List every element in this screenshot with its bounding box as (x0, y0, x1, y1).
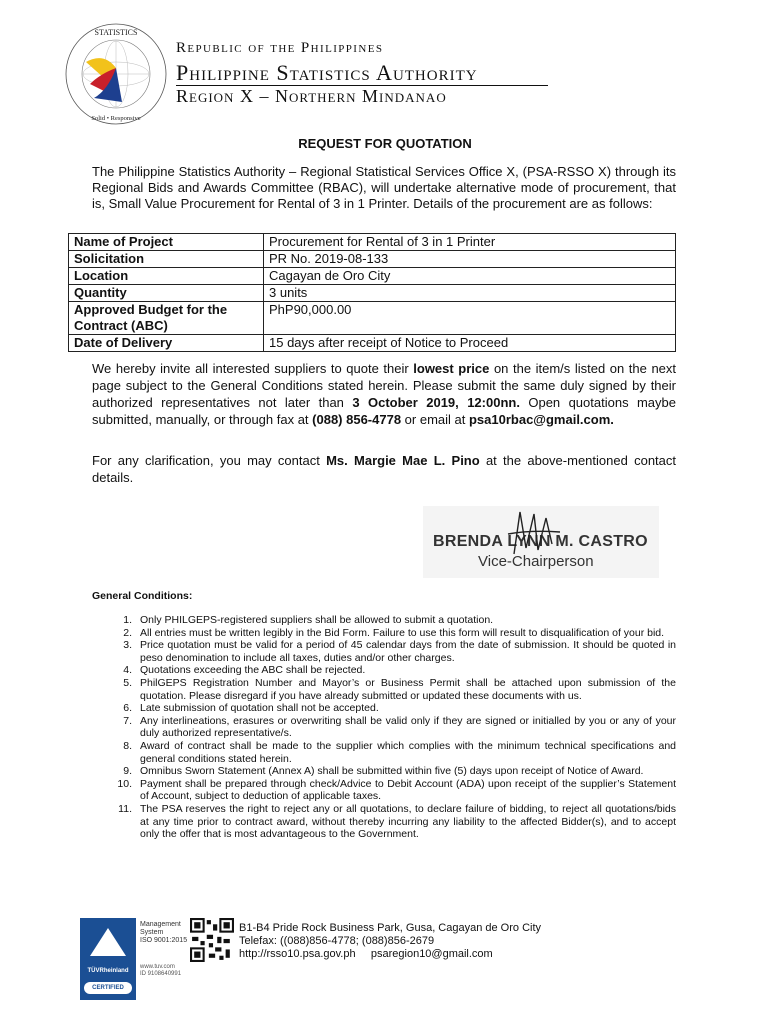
svg-text:STATISTICS: STATISTICS (94, 28, 138, 37)
footer-email-link[interactable]: psaregion10@gmail.com (370, 948, 493, 960)
tuv-certified-badge: CERTIFIED (84, 982, 132, 994)
item-number: 9. (123, 765, 132, 778)
cert-line: Management (140, 921, 181, 928)
item-number: 2. (123, 626, 132, 639)
item-text: Late submission of quotation shall not be accepted. (140, 702, 379, 715)
detail-value: PhP90,000.00 (264, 302, 676, 335)
intro-paragraph: The Philippine Statistics Authority – Regional Statistical Services Office X, (PSA-RSSO X) through its Regional Bids and Awards Committee (RBAC), will undertake alternative mode of procurement, that is, Small Value Procurement for Rental of 3 in 1 Printer. Details of the procurement are as follows: (92, 164, 676, 211)
item-text: PhilGEPS Registration Number and Mayor’s or Business Permit shall be attached upon submission of the quotation. Please disregard if you have already submitted or updated these documents with us. (140, 676, 676, 702)
detail-value: 15 days after receipt of Notice to Proceed (264, 335, 676, 352)
psa-seal-logo (64, 22, 168, 126)
item-text: Payment shall be prepared through check/Advice to Debit Account (ADA) upon receipt of the supplier’s Statement of Account, subject to deduction of applicable taxes. (140, 777, 676, 803)
invite-text: Open quotations maybe submitted, manually, or through fax at (92, 395, 676, 427)
invite-deadline: 3 October 2019, 12:00nn. (352, 395, 520, 410)
table-row (69, 268, 676, 285)
invitation-paragraph (92, 360, 676, 428)
list-item (92, 627, 676, 640)
invite-text: We hereby invite all interested suppliers to quote their (92, 361, 414, 376)
detail-value: Cagayan de Oro City (264, 268, 676, 285)
tuv-triangle-icon (90, 928, 126, 956)
detail-value: PR No. 2019-08-133 (264, 251, 676, 268)
item-text: All entries must be written legibly in the Bid Form. Failure to use this form will result to disqualification of your bid. (140, 626, 665, 639)
list-item (92, 715, 676, 740)
iso-certification-text (140, 921, 187, 945)
item-text: Quotations exceeding the ABC shall be rejected. (140, 664, 366, 677)
detail-value: 3 units (264, 285, 676, 302)
invite-emphasis-price: lowest price (413, 361, 490, 376)
list-item (92, 677, 676, 702)
item-text: Any interlineations, erasures or overwriting shall be valid only if they are signed or initialled by you or any of your duly authorized representative/s. (140, 714, 676, 740)
document-title: REQUEST FOR QUOTATION (298, 136, 472, 151)
list-item (92, 614, 676, 627)
item-text: Award of contract shall be made to the supplier which complies with the minimum technical specifications and general conditions stated herein. (140, 739, 676, 765)
clarify-text: For any clarification, you may contact (92, 453, 327, 468)
table-row (69, 234, 676, 251)
item-number: 10. (117, 777, 132, 790)
item-number: 3. (123, 639, 132, 652)
list-item (92, 778, 676, 803)
tuv-certification-logo (80, 918, 136, 1000)
detail-label: Name of Project (69, 234, 264, 251)
signatory-position: Vice-Chairperson (478, 553, 594, 570)
footer-address: B1-B4 Pride Rock Business Park, Gusa, Cagayan de Oro City (239, 922, 542, 934)
detail-label: Date of Delivery (69, 335, 264, 352)
footer-website-link[interactable]: http://rsso10.psa.gov.ph (239, 948, 356, 960)
table-row (69, 251, 676, 268)
list-item (92, 740, 676, 765)
letterhead-agency: Philippine Statistics Authority (176, 60, 478, 85)
contact-person: Ms. Margie Mae L. Pino (326, 453, 480, 468)
tuv-id-text (140, 964, 181, 978)
item-number: 4. (123, 664, 132, 677)
letterhead-region: Region X – Northern Mindanao (176, 86, 447, 106)
list-item (92, 702, 676, 715)
footer-telefax: Telefax: ((088)856-4778; (088)856-2679 (239, 935, 435, 947)
list-item (92, 639, 676, 664)
invite-fax-number: (088) 856-4778 (312, 412, 402, 427)
handwritten-signature (500, 504, 570, 564)
detail-label: Quantity (69, 285, 264, 302)
list-item (92, 803, 676, 841)
detail-label: Solicitation (69, 251, 264, 268)
cert-small-line: ID 9108640991 (140, 971, 182, 977)
item-number: 8. (123, 739, 132, 752)
detail-value: Procurement for Rental of 3 in 1 Printer (264, 234, 676, 251)
item-number: 7. (123, 714, 132, 727)
cert-line: ISO 9001:2015 (140, 937, 188, 944)
item-text: Only PHILGEPS-registered suppliers shall be allowed to submit a quotation. (140, 614, 494, 626)
list-item (92, 765, 676, 778)
invite-text: on the item/s listed on the next page subject to the General Conditions stated herein. Please submit the same duly signed by their authorized representatives not later than (92, 361, 677, 410)
general-conditions-list (92, 614, 676, 841)
cert-small-line: www.tuv.com (140, 964, 175, 970)
tuv-name: TÜVRheinland (87, 968, 129, 974)
invite-text: or email at (401, 412, 469, 427)
detail-label: Location (69, 268, 264, 285)
item-number: 5. (123, 676, 132, 689)
item-number: 11. (118, 802, 132, 815)
list-item (92, 664, 676, 677)
detail-label: Approved Budget for the Contract (ABC) (69, 302, 264, 335)
clarify-text: at the above-mentioned contact details. (92, 453, 677, 485)
qr-code-icon (190, 918, 234, 962)
clarification-paragraph (92, 452, 676, 486)
cert-line: System (140, 929, 164, 936)
signatory-name: BRENDA LYNN M. CASTRO (433, 533, 648, 550)
svg-text:Solid • Responsive: Solid • Responsive (91, 115, 141, 122)
letterhead-republic: Republic of the Philippines (176, 40, 384, 56)
table-row (69, 335, 676, 352)
item-number: 6. (123, 702, 132, 715)
item-number: 1. (123, 614, 132, 626)
item-text: The PSA reserves the right to reject any or all quotations, to declare failure of bidding, to reject all quotations/bids at any time prior to contract award, without thereby incurring any liability to the affected Bidder(s), and to accept only the offer that is most advantageous to the Government. (140, 802, 676, 841)
item-text: Omnibus Sworn Statement (Annex A) shall be submitted within five (5) days upon receipt of Notice of Award. (140, 765, 644, 778)
item-text: Price quotation must be valid for a period of 45 calendar days from the date of submission. It should be quoted in peso denomination to include all taxes, duties and/or other charges. (140, 639, 676, 664)
procurement-details-table (68, 233, 676, 352)
general-conditions-heading: General Conditions: (92, 590, 193, 602)
table-row (69, 285, 676, 302)
invite-email: psa10rbac@gmail.com. (468, 412, 614, 427)
footer-contacts (239, 948, 493, 961)
table-row (69, 302, 676, 335)
